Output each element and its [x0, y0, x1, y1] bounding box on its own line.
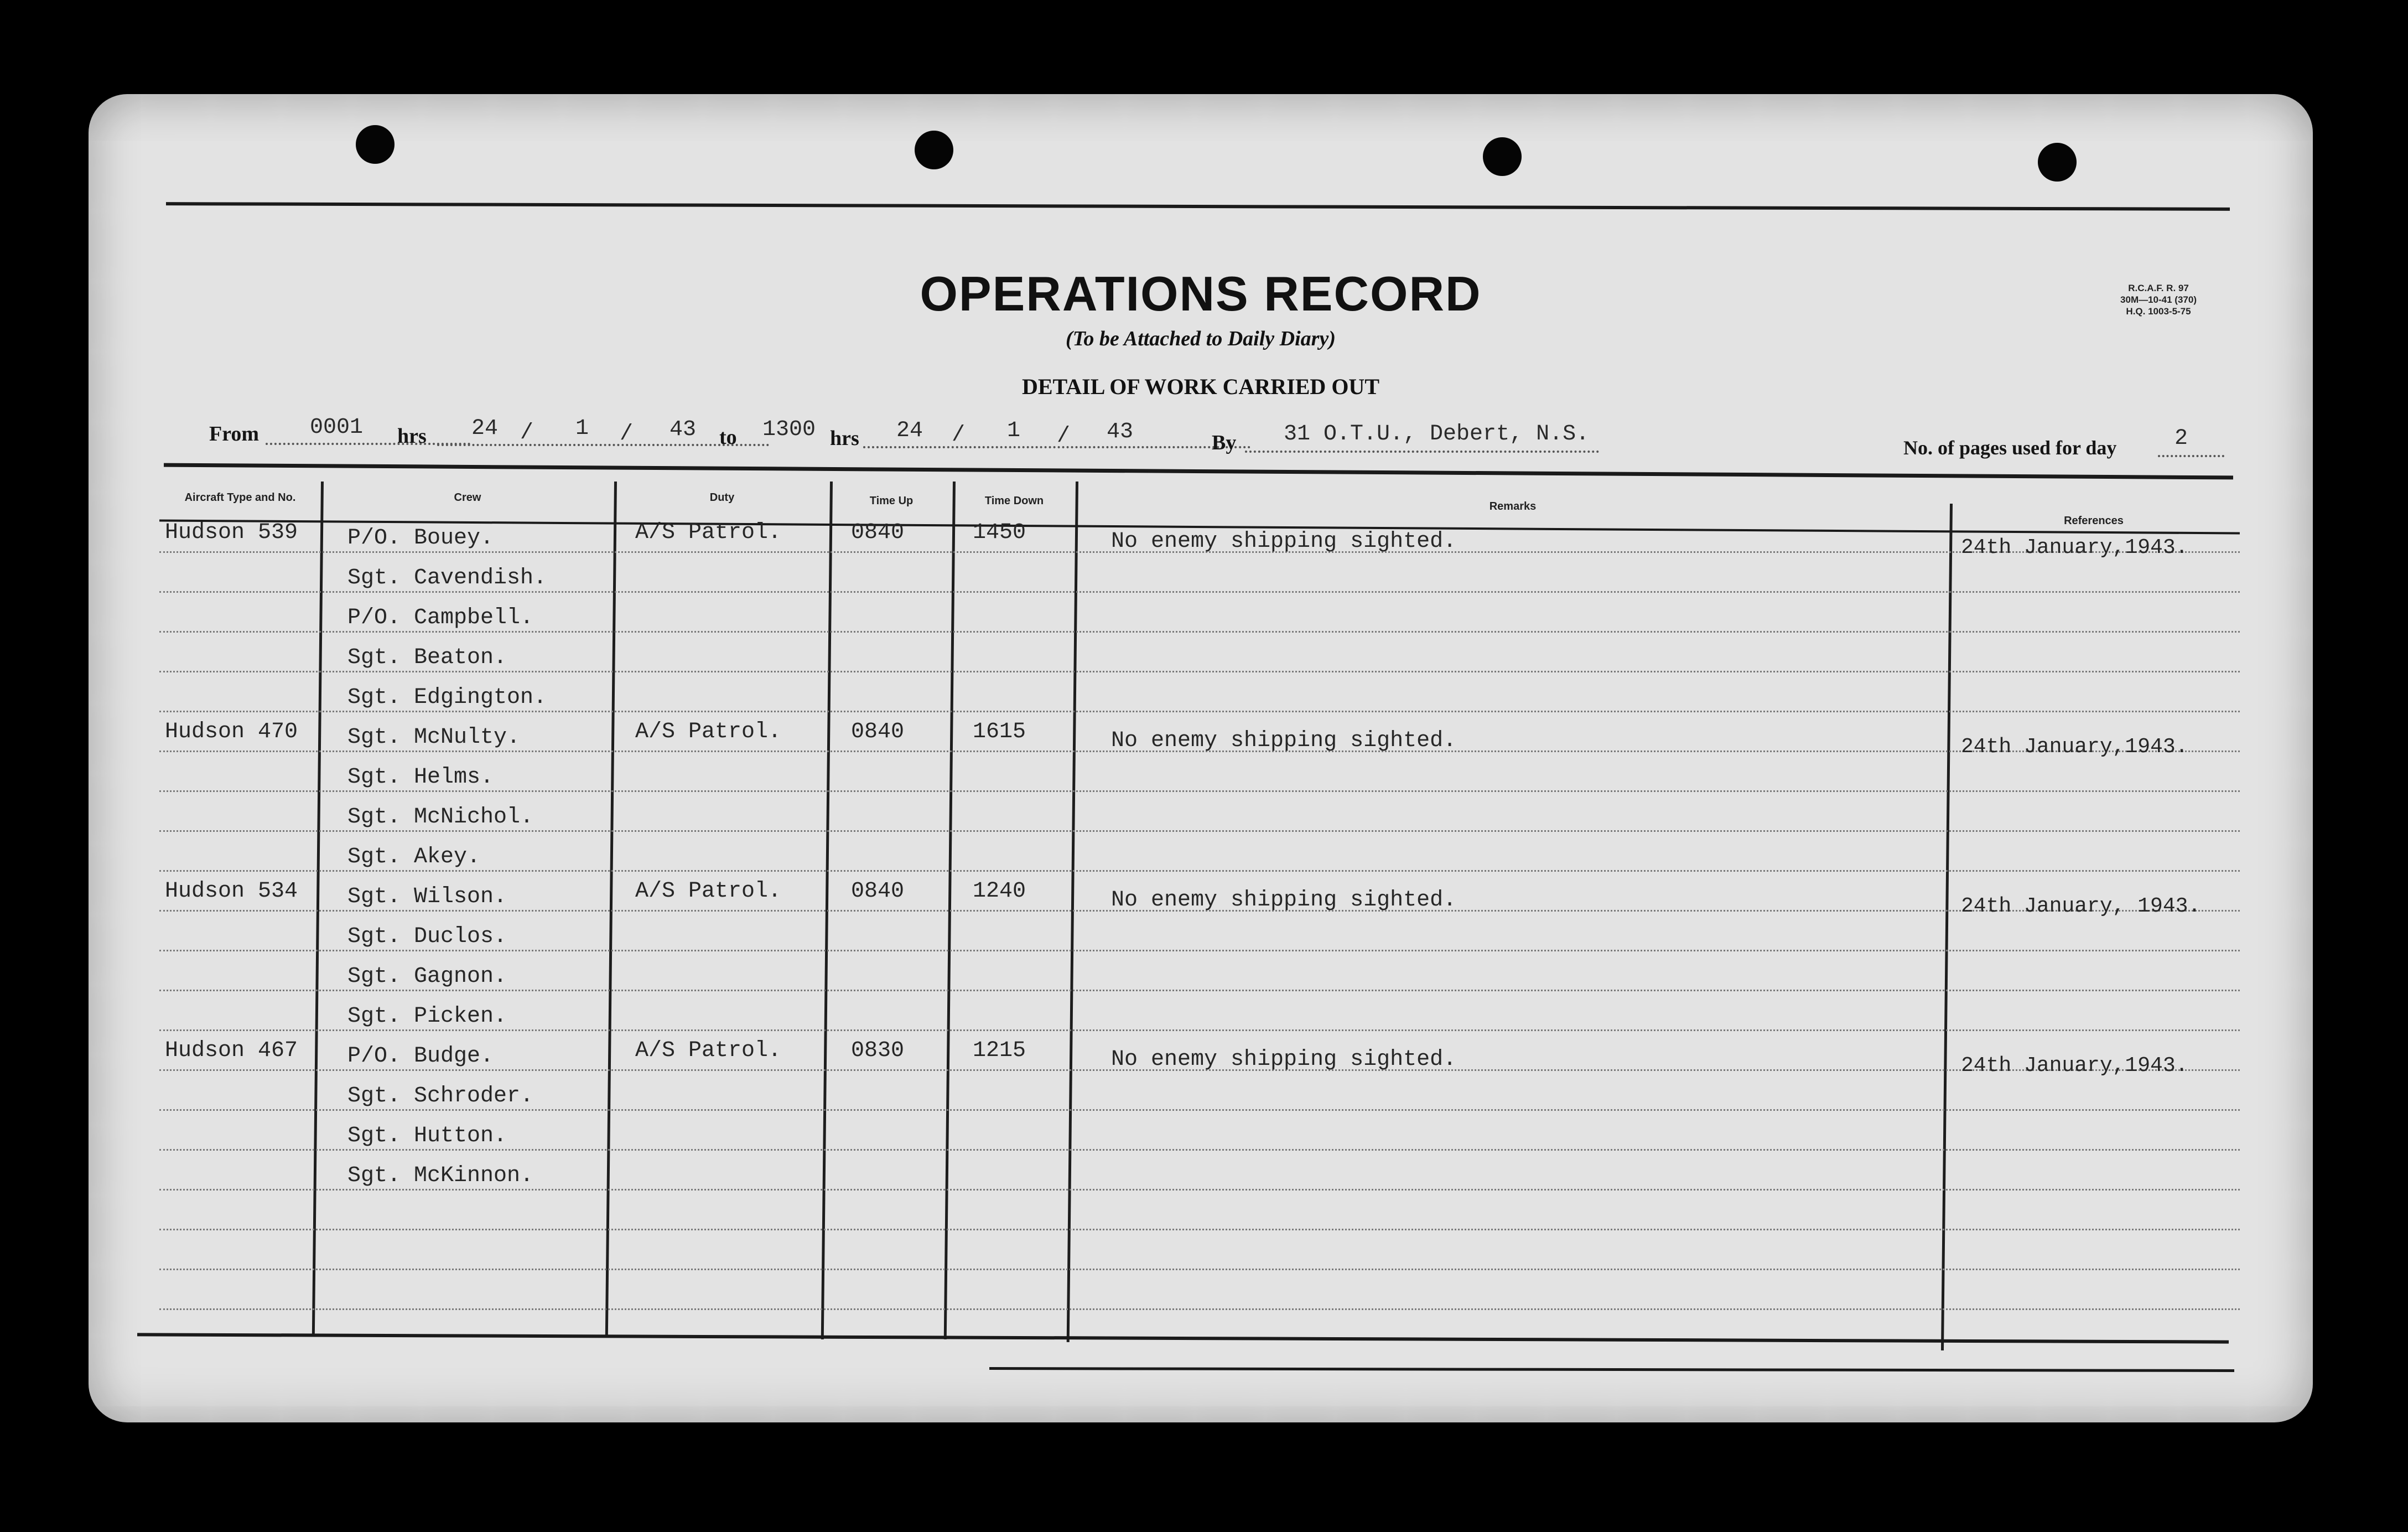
from-year: 43 [670, 417, 697, 442]
by-label: By [1212, 431, 1237, 454]
crew-member: Sgt. Gagnon. [347, 964, 507, 989]
col-head-references: References [2064, 515, 2124, 527]
hrs-label-2: hrs [830, 427, 859, 450]
to-month: 1 [1007, 418, 1021, 443]
duty: A/S Patrol. [635, 720, 782, 744]
aircraft-id: Hudson 470 [165, 720, 298, 744]
remarks: No enemy shipping sighted. [1111, 888, 1457, 913]
duty: A/S Patrol. [635, 520, 782, 545]
time-down: 1615 [973, 720, 1026, 744]
crew-member: Sgt. McNulty. [347, 725, 521, 750]
crew-member: Sgt. Akey. [347, 845, 481, 869]
aircraft-id: Hudson 534 [165, 879, 298, 904]
crew-member: Sgt. McKinnon. [347, 1163, 534, 1188]
reference-date: 24th January, 1943. [1961, 894, 2201, 918]
remarks: No enemy shipping sighted. [1111, 529, 1457, 554]
time-up: 0840 [851, 520, 905, 545]
record-card [89, 94, 2313, 1422]
crew-member: Sgt. Edgington. [347, 685, 547, 710]
date-separator: / [620, 422, 634, 447]
punch-hole [1483, 137, 1522, 176]
col-head-time-up: Time Up [869, 495, 914, 507]
hrs-label: hrs [397, 425, 427, 448]
col-head-aircraft: Aircraft Type and No. [184, 491, 296, 504]
operations-table [159, 482, 2240, 1374]
column-rule [312, 482, 324, 1334]
row-rule [159, 870, 2240, 872]
row-rule [159, 1109, 2240, 1111]
row-rule [159, 990, 2240, 991]
date-separator: / [952, 423, 966, 448]
row-rule [159, 1308, 2240, 1310]
crew-member: Sgt. Wilson. [347, 884, 507, 909]
crew-member: Sgt. Picken. [347, 1004, 507, 1029]
crew-member: Sgt. Schroder. [347, 1084, 534, 1109]
row-rule [159, 1269, 2240, 1270]
section-title: DETAIL OF WORK CARRIED OUT [1021, 374, 1379, 399]
unit-name: 31 O.T.U., Debert, N.S. [1284, 422, 1590, 447]
table-bottom-rule [137, 1333, 2229, 1343]
remarks: No enemy shipping sighted. [1111, 728, 1457, 753]
punch-hole [356, 125, 395, 164]
row-rule [159, 1229, 2240, 1230]
aircraft-id: Hudson 539 [165, 520, 298, 545]
punch-hole [915, 131, 953, 169]
to-day: 24 [896, 418, 923, 443]
reference-date: 24th January,1943. [1961, 536, 2188, 560]
pages-count: 2 [2175, 426, 2188, 451]
row-rule [159, 631, 2240, 633]
crew-member: Sgt. Duclos. [347, 924, 507, 949]
crew-member: Sgt. Beaton. [347, 645, 507, 670]
to-year: 43 [1107, 420, 1134, 444]
row-rule [159, 591, 2240, 593]
reference-date: 24th January,1943. [1961, 735, 2188, 759]
table-top-rule [164, 463, 2233, 480]
row-rule [159, 711, 2240, 712]
crew-member: P/O. Budge. [347, 1044, 494, 1069]
row-rule [159, 1149, 2240, 1151]
punch-hole [2038, 143, 2077, 182]
top-rule [166, 202, 2230, 211]
row-rule [159, 950, 2240, 951]
dotted-leader [1245, 451, 1599, 453]
dotted-leader [2158, 455, 2224, 457]
row-rule [159, 671, 2240, 672]
aircraft-id: Hudson 467 [165, 1038, 298, 1063]
column-rule [605, 482, 617, 1337]
from-time: 0001 [310, 415, 364, 440]
from-day: 24 [471, 416, 499, 441]
crew-member: P/O. Campbell. [347, 605, 534, 630]
duty: A/S Patrol. [635, 1038, 782, 1063]
form-code-line: 30M—10-41 (370) [2120, 294, 2197, 305]
reference-date: 24th January,1943. [1961, 1054, 2188, 1078]
crew-member: Sgt. Helms. [347, 765, 494, 790]
crew-member: Sgt. Hutton. [347, 1124, 507, 1148]
time-down: 1215 [973, 1038, 1026, 1063]
to-time: 1300 [762, 417, 816, 442]
to-label: to [719, 426, 737, 449]
form-subtitle: (To be Attached to Daily Diary) [1066, 327, 1336, 350]
form-code-line: R.C.A.F. R. 97 [2128, 283, 2189, 293]
time-down: 1450 [973, 520, 1026, 545]
time-up: 0840 [851, 720, 905, 744]
form-code-line: H.Q. 1003-5-75 [2126, 306, 2191, 317]
crew-member: Sgt. Cavendish. [347, 566, 547, 591]
crew-member: P/O. Bouey. [347, 526, 494, 551]
row-rule [159, 1189, 2240, 1191]
time-up: 0830 [851, 1038, 905, 1063]
col-head-duty: Duty [709, 491, 735, 504]
remarks: No enemy shipping sighted. [1111, 1047, 1457, 1072]
pages-label: No. of pages used for day [1903, 437, 2117, 459]
date-separator: / [1057, 424, 1071, 449]
from-label: From [209, 422, 260, 446]
crew-member: Sgt. McNichol. [347, 805, 534, 830]
row-rule [159, 1029, 2240, 1031]
row-rule [159, 830, 2240, 832]
col-head-crew: Crew [454, 491, 481, 504]
time-up: 0840 [851, 879, 905, 904]
time-down: 1240 [973, 879, 1026, 904]
duty: A/S Patrol. [635, 879, 782, 904]
column-rule [1067, 482, 1078, 1342]
from-month: 1 [575, 416, 589, 441]
date-separator: / [520, 421, 534, 446]
form-title: OPERATIONS RECORD [920, 266, 1482, 321]
table-bottom-rule-2 [989, 1367, 2234, 1372]
form-code [2120, 282, 2197, 317]
col-head-remarks: Remarks [1489, 500, 1537, 513]
col-head-time-down: Time Down [984, 495, 1044, 507]
row-rule [159, 790, 2240, 792]
